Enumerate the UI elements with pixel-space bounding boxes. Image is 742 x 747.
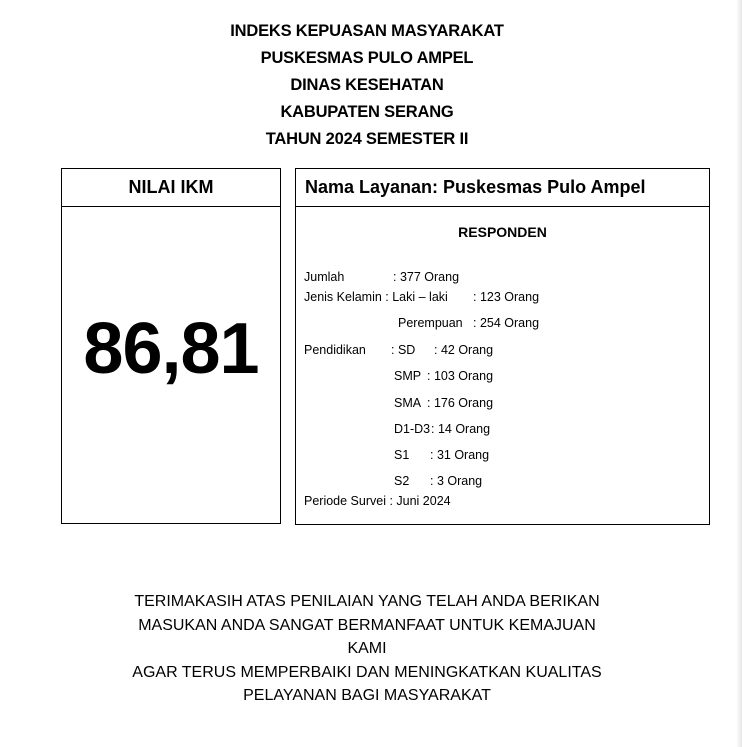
header-kabupaten: KABUPATEN SERANG bbox=[280, 103, 454, 121]
footer-line-2: MASUKAN ANDA SANGAT BERMANFAAT UNTUK KEMAJUAN bbox=[138, 616, 596, 634]
ikm-value: 86,81 bbox=[83, 309, 259, 389]
header-dinas: DINAS KESEHATAN bbox=[290, 76, 444, 94]
respondent-heading: RESPONDEN bbox=[458, 224, 547, 240]
survey-period: Periode Survei : Juni 2024 bbox=[304, 494, 451, 508]
header-period: TAHUN 2024 SEMESTER II bbox=[265, 130, 469, 148]
education-s2-label: S2 bbox=[394, 474, 410, 488]
ikm-title: NILAI IKM bbox=[62, 169, 280, 207]
education-d1d3-value: : 14 Orang bbox=[431, 422, 491, 436]
education-sd-label: : SD bbox=[391, 343, 416, 357]
education-smp-label: SMP bbox=[394, 369, 422, 383]
header-title: INDEKS KEPUASAN MASYARAKAT bbox=[230, 22, 504, 40]
education-sma-label: SMA bbox=[394, 396, 422, 410]
education-smp-value: : 103 Orang bbox=[427, 369, 494, 383]
education-d1d3-label: D1-D3 bbox=[394, 422, 431, 436]
education-s2-value: : 3 Orang bbox=[430, 474, 483, 488]
footer-line-4: AGAR TERUS MEMPERBAIKI DAN MENINGKATKAN KUALITAS bbox=[132, 663, 602, 681]
ikm-score-box bbox=[61, 168, 281, 524]
education-sd-value: : 42 Orang bbox=[434, 343, 494, 357]
gender-female-label: Perempuan bbox=[398, 316, 463, 330]
footer-line-3: KAMI bbox=[347, 640, 387, 657]
respondent-box bbox=[295, 168, 710, 525]
footer-line-1: TERIMAKASIH ATAS PENILAIAN YANG TELAH ANDA BERIKAN bbox=[134, 593, 600, 610]
jumlah-value: : 377 Orang bbox=[393, 270, 460, 284]
gender-female-value: : 254 Orang bbox=[473, 316, 540, 330]
document-header bbox=[0, 18, 734, 153]
page-edge-shadow bbox=[736, 0, 742, 747]
jumlah-label: Jumlah bbox=[304, 270, 345, 284]
education-label: Pendidikan bbox=[304, 343, 366, 357]
education-sma-value: : 176 Orang bbox=[427, 396, 494, 410]
thank-you-message bbox=[0, 590, 734, 708]
gender-male-label: Jenis Kelamin : Laki – laki bbox=[304, 290, 448, 304]
service-name: Nama Layanan: Puskesmas Pulo Ampel bbox=[296, 169, 709, 207]
header-puskesmas: PUSKESMAS PULO AMPEL bbox=[260, 49, 474, 67]
education-s1-label: S1 bbox=[394, 448, 410, 462]
education-s1-value: : 31 Orang bbox=[430, 448, 490, 462]
gender-male-value: : 123 Orang bbox=[473, 290, 540, 304]
footer-line-5: PELAYANAN BAGI MASYARAKAT bbox=[243, 687, 491, 704]
